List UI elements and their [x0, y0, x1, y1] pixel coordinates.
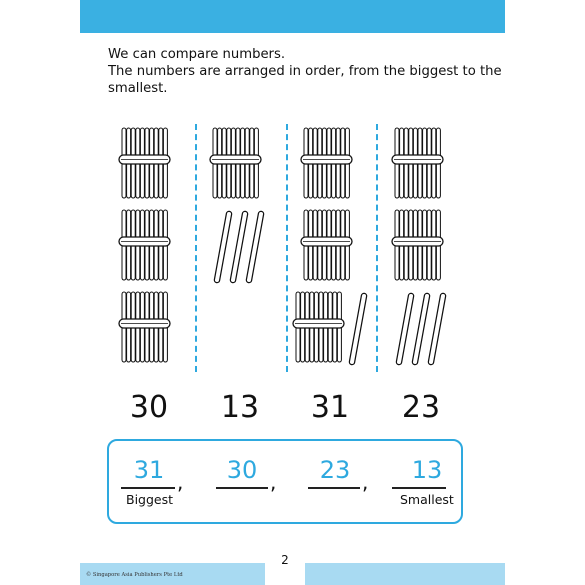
- single-stick: [233, 214, 245, 280]
- comma: ,: [270, 470, 277, 494]
- single-stick: [249, 214, 261, 280]
- answer-blank: [121, 487, 175, 489]
- comma: ,: [362, 470, 369, 494]
- group-number: 30: [129, 390, 169, 425]
- tens-bundle: [119, 210, 170, 280]
- single-stick: [431, 296, 443, 362]
- caption-smallest: Smallest: [400, 492, 454, 507]
- tens-bundle: [301, 210, 352, 280]
- answer-value: 31: [133, 456, 165, 484]
- answer-blank: [216, 487, 268, 489]
- answer-value: 30: [226, 456, 258, 484]
- answer-blank: [392, 487, 446, 489]
- single-stick: [217, 214, 229, 280]
- group-number: 13: [220, 390, 260, 425]
- dashed-divider: [195, 124, 197, 372]
- intro-line: smallest.: [108, 81, 168, 96]
- single-stick: [352, 296, 364, 362]
- answer-value: 23: [319, 456, 351, 484]
- comma: ,: [177, 470, 184, 494]
- tens-bundle: [210, 128, 261, 198]
- single-stick: [415, 296, 427, 362]
- tens-bundle: [119, 292, 170, 362]
- tens-bundle: [119, 128, 170, 198]
- group-number: 31: [310, 390, 350, 425]
- group-number: 23: [401, 390, 441, 425]
- answer-blank: [308, 487, 360, 489]
- page-number: 2: [281, 553, 289, 567]
- single-stick: [399, 296, 411, 362]
- tens-bundle: [392, 210, 443, 280]
- dashed-divider: [376, 124, 378, 372]
- copyright-text: © Singapore Asia Publishers Pte Ltd: [86, 572, 183, 578]
- dashed-divider: [286, 124, 288, 372]
- tens-bundle: [392, 128, 443, 198]
- tens-bundle: [293, 292, 344, 362]
- caption-biggest: Biggest: [126, 492, 174, 507]
- tens-bundle: [301, 128, 352, 198]
- intro-line: The numbers are arranged in order, from the biggest to the: [108, 64, 502, 79]
- intro-line: We can compare numbers.: [108, 47, 286, 62]
- answer-value: 13: [411, 456, 443, 484]
